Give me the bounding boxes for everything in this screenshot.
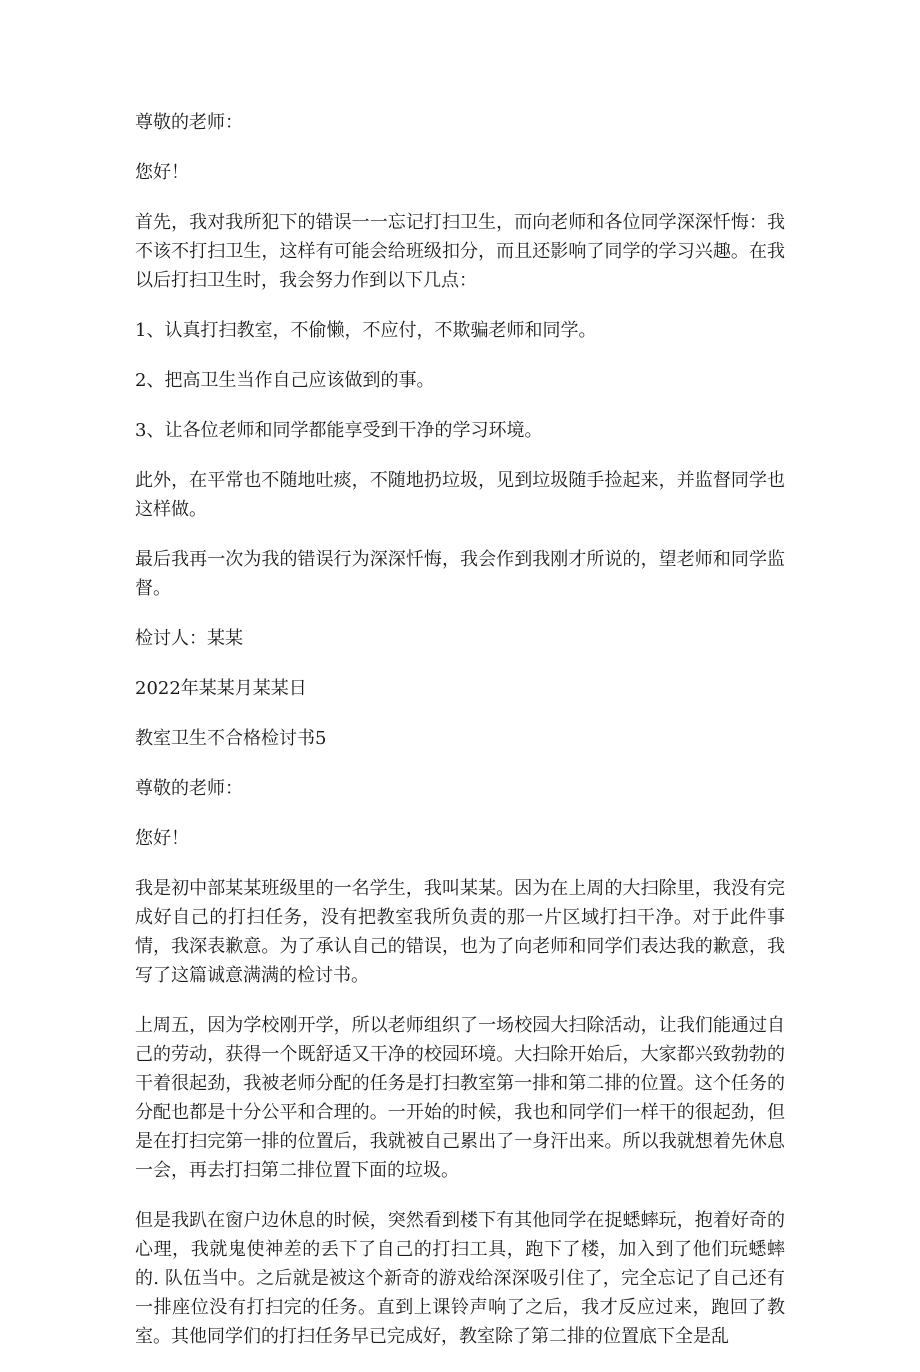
body-paragraph: 我是初中部某某班级里的一名学生，我叫某某。因为在上周的大扫除里，我没有完成好自己的打扫任务，没有把教室我所负责的那一片区域打扫干净。对于此件事情，我深表歉意。为了承认自己的错误，也为了向老师和同学们表达我的歉意，我写了这篇诚意满满的检讨书。 [135,878,785,986]
list-item-1: 1、认真打扫教室，不偷懒，不应付，不欺骗老师和同学。 [135,320,597,341]
greeting: 您好！ [135,162,189,183]
salutation: 尊敬的老师： [135,112,243,133]
greeting: 您好！ [135,828,189,849]
body-paragraph: 此外，在平常也不随地吐痰，不随地扔垃圾，见到垃圾随手捡起来，并监督同学也这样做。 [135,470,785,520]
date-line: 2022年某某月某某日 [135,678,307,699]
document-body [135,108,785,1372]
body-paragraph: 但是我趴在窗户边休息的时候，突然看到楼下有其他同学在捉蟋蟀玩，抱着好奇的心理，我就鬼使神差的丢下了自己的打扫工具，跑下了楼，加入到了他们玩蟋蟀的. 队伍当中。之后就是被这个新奇的游戏给深深吸引住了，完全忘记了自己还有一排座位没有打扫完的任务。直到上课铃声响了之后，我才反应过来，跑回了教室。其他同学们的打扫任务早已完成好，教室除了第二排的位置底下全是乱 [135,1210,785,1347]
body-paragraph: 上周五，因为学校刚开学，所以老师组织了一场校园大扫除活动，让我们能通过自己的劳动，获得一个既舒适又干净的校园环境。大扫除开始后，大家都兴致勃勃的干着很起劲，我被老师分配的任务是打扫教室第一排和第二排的位置。这个任务的分配也都是十分公平和合理的。一开始的时候，我也和同学们一样干的很起劲，但是在打扫完第一排的位置后，我就被自己累出了一身汗出来。所以我就想着先休息一会，再去打扫第二排位置下面的垃圾。 [135,1015,785,1181]
list-item-2: 2、把高卫生当作自己应该做到的事。 [135,370,435,391]
list-item-3: 3、让各位老师和同学都能享受到干净的学习环境。 [135,420,543,441]
section-title: 教室卫生不合格检讨书5 [135,728,327,749]
body-paragraph: 首先，我对我所犯下的错误一一忘记打扫卫生，而向老师和各位同学深深忏悔：我不该不打扫卫生，这样有可能会给班级扣分，而且还影响了同学的学习兴趣。在我以后打扫卫生时，我会努力作到以下几点： [135,212,785,291]
body-paragraph: 最后我再一次为我的错误行为深深忏悔，我会作到我刚才所说的，望老师和同学监督。 [135,549,785,599]
signature-line: 检讨人：某某 [135,628,243,649]
salutation: 尊敬的老师： [135,778,243,799]
